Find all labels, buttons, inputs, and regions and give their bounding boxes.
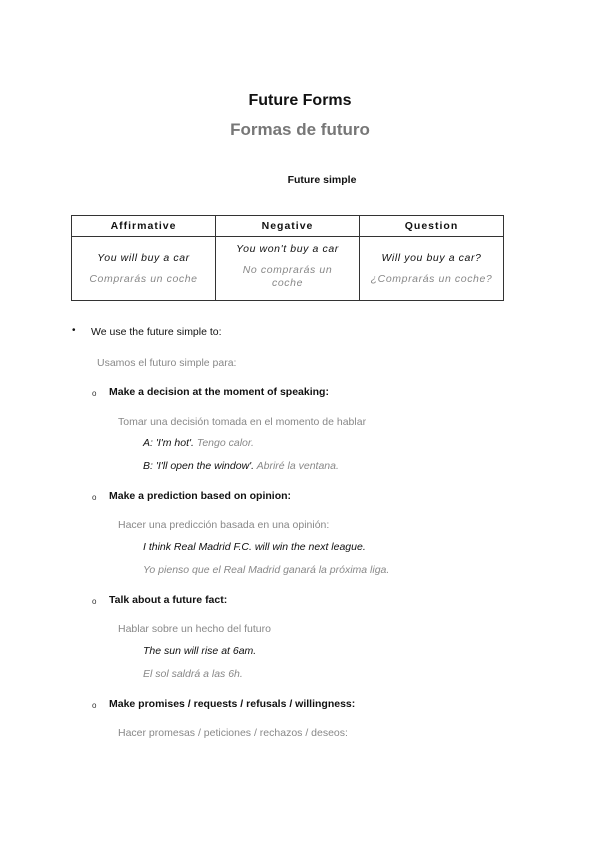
use-translation-prediction: Hacer una predicción basada en una opinión: — [118, 519, 330, 531]
header-question: Question — [360, 216, 504, 237]
example-spanish: El sol saldrá a las 6h. — [143, 668, 243, 680]
use-heading-fact: Talk about a future fact: — [109, 594, 228, 606]
bullet-icon: • — [72, 325, 76, 336]
question-cell — [360, 237, 504, 301]
use-heading-prediction: Make a prediction based on opinion: — [109, 490, 292, 502]
example-spanish: Abriré la ventana. — [256, 460, 339, 472]
example-spanish: Tengo calor. — [196, 437, 254, 449]
affirmative-spanish: Comprarás un coche — [89, 272, 198, 285]
sub-bullet-icon: o — [92, 493, 97, 502]
use-translation-promises: Hacer promesas / peticiones / rechazos / deseos: — [118, 727, 348, 739]
use-translation-fact: Hablar sobre un hecho del futuro — [118, 623, 271, 635]
question-english: Will you buy a car? — [381, 251, 482, 264]
section-heading: Future simple — [287, 174, 357, 186]
question-spanish: ¿Comprarás un coche? — [370, 272, 493, 285]
use-translation-decision: Tomar una decisión tomada en el momento de hablar — [118, 416, 367, 428]
negative-english: You won't buy a car — [236, 243, 339, 255]
example-line — [143, 437, 254, 449]
intro-translation: Usamos el futuro simple para: — [97, 357, 237, 369]
header-negative: Negative — [216, 216, 360, 237]
use-heading-promises: Make promises / requests / refusals / willingness: — [109, 698, 356, 710]
table-header-row — [72, 216, 504, 237]
header-affirmative: Affirmative — [72, 216, 216, 237]
example-spanish: Yo pienso que el Real Madrid ganará la próxima liga. — [143, 564, 390, 576]
affirmative-english: You will buy a car — [97, 251, 190, 264]
use-heading-decision: Make a decision at the moment of speaking: — [109, 386, 329, 398]
example-english: A: 'I'm hot'. — [143, 437, 194, 449]
page-title: Future Forms — [248, 92, 352, 109]
example-line — [143, 460, 339, 472]
example-english: The sun will rise at 6am. — [143, 645, 257, 657]
affirmative-cell — [72, 237, 216, 301]
table-row — [72, 237, 504, 301]
page-subtitle: Formas de futuro — [230, 120, 370, 139]
example-english: I think Real Madrid F.C. will win the next league. — [143, 541, 366, 553]
sub-bullet-icon: o — [92, 389, 97, 398]
sub-bullet-icon: o — [92, 597, 97, 606]
example-english: B: 'I'll open the window'. — [143, 460, 255, 472]
intro-text: We use the future simple to: — [91, 326, 222, 338]
future-forms-table — [71, 215, 504, 301]
negative-cell — [216, 237, 360, 301]
negative-spanish: No comprarás un coche — [242, 264, 333, 289]
sub-bullet-icon: o — [92, 701, 97, 710]
